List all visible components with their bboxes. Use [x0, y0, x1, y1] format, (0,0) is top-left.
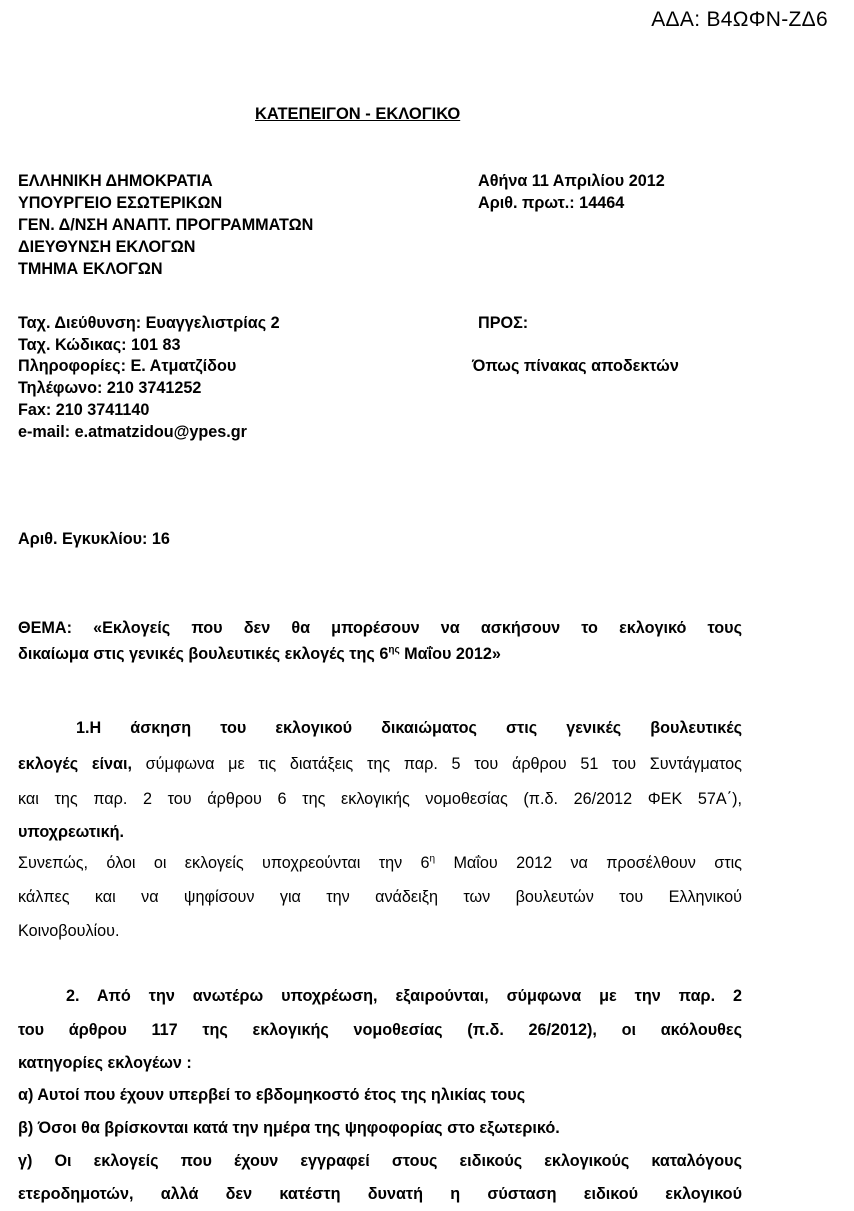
sender-line: ΥΠΟΥΡΓΕΙΟ ΕΣΩΤΕΡΙΚΩΝ [18, 194, 223, 212]
sender-line: ΔΙΕΥΘΥΝΣΗ ΕΚΛΟΓΩΝ [18, 238, 196, 256]
sender-line: ΤΜΗΜΑ ΕΚΛΟΓΩΝ [18, 260, 163, 278]
subject-text: Μαΐου 2012» [399, 645, 501, 663]
para-text: Συνεπώς, όλοι οι εκλογείς υποχρεούνται την 6 [18, 854, 430, 872]
para-line [18, 846, 742, 880]
paragraph-2 [18, 980, 742, 1081]
para-line: του άρθρου 117 της εκλογικής νομοθεσίας (π.δ. 26/2012), οι ακόλουθες [18, 1020, 742, 1039]
para-text: Μαΐου 2012 να προσέλθουν στις [435, 854, 742, 872]
document-date: Αθήνα 11 Απριλίου 2012 [478, 172, 665, 190]
list-item: α) Αυτοί που έχουν υπερβεί το εβδομηκοστό έτος της ηλικίας τους [18, 1086, 526, 1104]
subject-text: δικαίωμα στις γενικές βουλευτικές εκλογές της 6 [18, 645, 389, 663]
sender-block [18, 170, 313, 280]
contact-postcode: Ταχ. Κώδικας: 101 83 [18, 335, 181, 354]
contact-address: Ταχ. Διεύθυνση: Ευαγγελιστρίας 2 [18, 314, 280, 332]
ada-code: ΑΔΑ: Β4ΩΦΝ-ΖΔ6 [651, 8, 828, 31]
subject-superscript: ης [388, 644, 400, 656]
para-line [18, 747, 742, 783]
para-text: 2. Από την ανωτέρω υποχρέωση, εξαιρούνται, σύμφωνα με την παρ. 2 [66, 987, 742, 1005]
contact-email: e-mail: e.atmatzidou@ypes.gr [18, 422, 247, 441]
para-line: κατηγορίες εκλογέων : [18, 1054, 192, 1072]
recipients: Όπως πίνακας αποδεκτών [472, 357, 679, 375]
para-line: και της παρ. 2 του άρθρου 6 της εκλογικής νομοθεσίας (π.δ. 26/2012 ΦΕΚ 57Α΄), [18, 790, 742, 808]
paragraph-1 [18, 711, 742, 846]
date-block [478, 170, 665, 214]
subject [18, 615, 742, 642]
para-text: σύμφωνα με τις διατάξεις της παρ. 5 του άρθρου 51 του Συντάγματος [131, 754, 742, 773]
para-line [18, 711, 742, 747]
contact-block [18, 313, 280, 443]
sender-line: ΕΛΛΗΝΙΚΗ ΔΗΜΟΚΡΑΤΙΑ [18, 172, 213, 190]
to-label: ΠΡΟΣ: [478, 314, 529, 332]
contact-info: Πληροφορίες: Ε. Ατματζίδου [18, 357, 237, 376]
list-item: β) Όσοι θα βρίσκονται κατά την ημέρα της ψηφοφορίας στο εξωτερικό. [18, 1119, 560, 1137]
para-line: κάλπες και να ψηφίσουν για την ανάδειξη των βουλευτών του Ελληνικού [18, 888, 742, 906]
paragraph-1b [18, 846, 742, 948]
list-item: γ) Οι εκλογείς που έχουν εγγραφεί στους ειδικούς εκλογικούς καταλόγους [18, 1152, 742, 1170]
protocol-number: Αριθ. πρωτ.: 14464 [478, 194, 625, 212]
para-bold: εκλογές είναι, [18, 754, 132, 773]
para-bold: υποχρεωτική. [18, 822, 125, 841]
para-superscript: η [429, 853, 436, 865]
list-item: ετεροδημοτών, αλλά δεν κατέστη δυνατή η σύσταση ειδικού εκλογικού [18, 1185, 742, 1203]
contact-phone: Τηλέφωνο: 210 3741252 [18, 379, 202, 398]
urgent-heading: ΚΑΤΕΠΕΙΓΟΝ - ΕΚΛΟΓΙΚΟ [255, 105, 461, 123]
para-line: Κοινοβουλίου. [18, 922, 120, 940]
subject-line: ΘΕΜΑ: «Εκλογείς που δεν θα μπορέσουν να ασκήσουν το εκλογικό τους [18, 619, 742, 637]
contact-fax: Fax: 210 3741140 [18, 400, 150, 419]
para-line [18, 980, 742, 1014]
para-bold: 1.Η άσκηση του εκλογικού δικαιώματος στις γενικές βουλευτικές [76, 719, 742, 737]
exemption-list [18, 1079, 742, 1211]
subject-line2 [18, 644, 501, 665]
circular-number: Αριθ. Εγκυκλίου: 16 [18, 530, 170, 548]
sender-line: ΓΕΝ. Δ/ΝΣΗ ΑΝΑΠΤ. ΠΡΟΓΡΑΜΜΑΤΩΝ [18, 216, 314, 234]
